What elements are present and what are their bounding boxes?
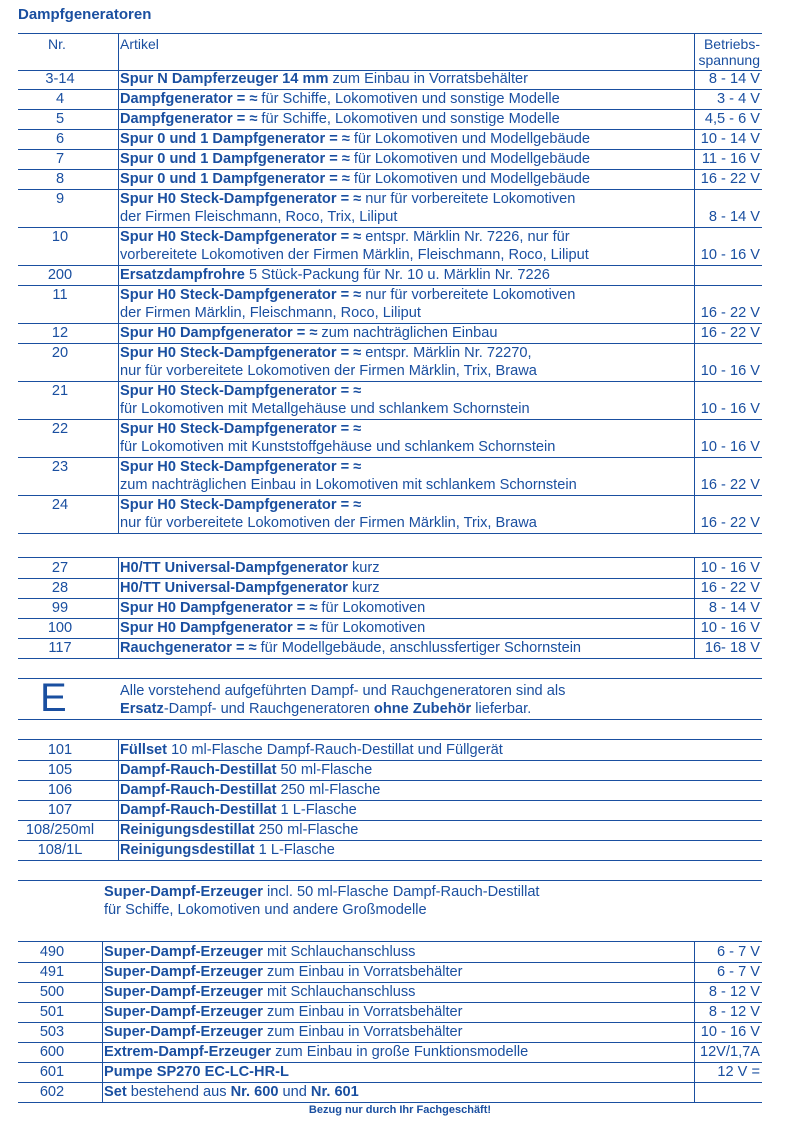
table-row: [18, 170, 762, 190]
super-note-block: [18, 883, 762, 920]
note-line-2: Ersatz-Dampf- und Rauchgeneratoren ohne Zubehör lieferbar.: [120, 701, 532, 717]
item-description: Spur H0 Steck-Dampfgenerator = ≈ entspr. Märklin Nr. 7226, nur für: [120, 229, 570, 245]
item-voltage: 8 - 12 V: [708, 1004, 760, 1020]
note-divider-top: [18, 678, 762, 679]
table-row: [18, 639, 762, 659]
note-letter: E: [40, 676, 67, 720]
item-description: Dampfgenerator = ≈ für Schiffe, Lokomotiven und sonstige Modelle: [120, 111, 560, 127]
group-top-border: [18, 739, 762, 740]
header-artikel: Artikel: [120, 36, 159, 52]
item-number: 10: [51, 229, 69, 245]
item-number: 6: [55, 131, 65, 147]
table-row: [18, 801, 762, 821]
item-voltage: 11 - 16 V: [701, 151, 760, 167]
item-description-line-2: für Lokomotiven mit Metallgehäuse und schlankem Schornstein: [120, 401, 530, 417]
note-line-1: Alle vorstehend aufgeführten Dampf- und Rauchgeneratoren sind als: [120, 683, 566, 699]
item-description: Spur N Dampferzeuger 14 mm zum Einbau in Vorratsbehälter: [120, 71, 528, 87]
table-row: [18, 130, 762, 150]
item-number: 5: [55, 111, 65, 127]
item-description: H0/TT Universal-Dampfgenerator kurz: [120, 560, 380, 576]
item-description: Dampfgenerator = ≈ für Schiffe, Lokomotiven und sonstige Modelle: [120, 91, 560, 107]
item-description-line-2: nur für vorbereitete Lokomotiven der Firmen Märklin, Trix, Brawa: [120, 515, 537, 531]
item-voltage: 16- 18 V: [704, 640, 760, 656]
item-number: 24: [51, 497, 69, 513]
item-number: 108/1L: [37, 842, 83, 858]
item-number: 602: [39, 1084, 65, 1100]
table-row: [18, 496, 762, 534]
item-voltage: 8 - 14 V: [708, 209, 760, 225]
table-row: [18, 983, 762, 1003]
table-row: [18, 324, 762, 344]
group-top-border: [18, 557, 762, 558]
item-description: Ersatzdampfrohre 5 Stück-Packung für Nr. 10 u. Märklin Nr. 7226: [120, 267, 550, 283]
item-number: 200: [47, 267, 73, 283]
item-voltage: 6 - 7 V: [717, 964, 760, 980]
item-description: Super-Dampf-Erzeuger mit Schlauchanschluss: [104, 944, 416, 960]
item-voltage: 16 - 22 V: [700, 305, 760, 321]
item-number: 27: [51, 560, 69, 576]
item-description-line-2: nur für vorbereitete Lokomotiven der Firmen Märklin, Trix, Brawa: [120, 363, 537, 379]
item-voltage: 16 - 22 V: [700, 515, 760, 531]
column-separator: [102, 941, 103, 1103]
table-row: [18, 1083, 762, 1103]
item-description: Spur H0 Dampfgenerator = ≈ zum nachträglichen Einbau: [120, 325, 498, 341]
item-number: 8: [55, 171, 65, 187]
item-number: 4: [55, 91, 65, 107]
table-row: [18, 1063, 762, 1083]
page-title: Dampfgeneratoren: [18, 6, 152, 23]
item-voltage: 4,5 - 6 V: [704, 111, 760, 127]
item-number: 12: [51, 325, 69, 341]
header-spannung: Betriebs- spannung: [698, 36, 760, 68]
item-voltage: 10 - 16 V: [700, 560, 760, 576]
table-row: [18, 943, 762, 963]
item-number: 101: [47, 742, 73, 758]
item-number: 105: [47, 762, 73, 778]
table-row: [18, 286, 762, 324]
item-number: 7: [55, 151, 65, 167]
item-number: 117: [48, 640, 72, 656]
item-number: 22: [51, 421, 69, 437]
item-number: 601: [39, 1064, 65, 1080]
table-row: [18, 781, 762, 801]
table-row: [18, 1043, 762, 1063]
item-description: Spur H0 Steck-Dampfgenerator = ≈: [120, 421, 362, 437]
footer-note: Bezug nur durch Ihr Fachgeschäft!: [308, 1104, 492, 1116]
item-number: 503: [39, 1024, 65, 1040]
item-voltage: 10 - 16 V: [700, 401, 760, 417]
table-header: [18, 33, 762, 71]
item-voltage: 10 - 14 V: [700, 131, 760, 147]
header-nr: Nr.: [48, 36, 66, 52]
item-description: Super-Dampf-Erzeuger zum Einbau in Vorratsbehälter: [104, 1004, 463, 1020]
column-separator: [118, 33, 119, 534]
item-description: Super-Dampf-Erzeuger mit Schlauchanschluss: [104, 984, 416, 1000]
item-voltage: 10 - 16 V: [700, 363, 760, 379]
item-voltage: 16 - 22 V: [700, 580, 760, 596]
item-description: Extrem-Dampf-Erzeuger zum Einbau in große Funktionsmodelle: [104, 1044, 529, 1060]
item-description: Spur H0 Dampfgenerator = ≈ für Lokomotiven: [120, 600, 426, 616]
item-voltage: 12V/1,7A: [699, 1044, 760, 1060]
item-description-line-2: der Firmen Fleischmann, Roco, Trix, Liliput: [120, 209, 398, 225]
item-number: 491: [39, 964, 65, 980]
item-number: 9: [55, 191, 65, 207]
table-row: [18, 841, 762, 861]
item-number: 28: [51, 580, 69, 596]
item-number: 20: [51, 345, 69, 361]
table-row: [18, 266, 762, 286]
item-description: Super-Dampf-Erzeuger zum Einbau in Vorratsbehälter: [104, 1024, 463, 1040]
column-separator: [118, 557, 119, 659]
note-block: [18, 682, 762, 720]
item-description: Reinigungsdestillat 1 L-Flasche: [120, 842, 335, 858]
item-voltage: 6 - 7 V: [717, 944, 760, 960]
table-row: [18, 420, 762, 458]
table-row: [18, 619, 762, 639]
item-description: Spur H0 Steck-Dampfgenerator = ≈ nur für vorbereitete Lokomotiven: [120, 191, 576, 207]
table-row: [18, 821, 762, 841]
item-number: 108/250ml: [25, 822, 95, 838]
item-number: 106: [47, 782, 73, 798]
table-row: [18, 190, 762, 228]
item-description: Dampf-Rauch-Destillat 1 L-Flasche: [120, 802, 357, 818]
item-number: 107: [47, 802, 73, 818]
item-voltage: 10 - 16 V: [700, 439, 760, 455]
item-voltage: 16 - 22 V: [700, 171, 760, 187]
item-number: 99: [51, 600, 69, 616]
super-divider-top: [18, 880, 762, 881]
item-number: 21: [51, 383, 69, 399]
item-number: 500: [39, 984, 65, 1000]
item-description: Spur H0 Steck-Dampfgenerator = ≈ entspr. Märklin Nr. 72270,: [120, 345, 532, 361]
item-description-line-2: zum nachträglichen Einbau in Lokomotiven mit schlankem Schornstein: [120, 477, 577, 493]
item-number: 3-14: [45, 71, 75, 87]
table-row: [18, 70, 762, 90]
item-number: 23: [51, 459, 69, 475]
item-description: Super-Dampf-Erzeuger zum Einbau in Vorratsbehälter: [104, 964, 463, 980]
item-description: H0/TT Universal-Dampfgenerator kurz: [120, 580, 380, 596]
item-description-line-2: für Lokomotiven mit Kunststoffgehäuse und schlankem Schornstein: [120, 439, 556, 455]
column-separator: [694, 33, 695, 534]
table-row: [18, 90, 762, 110]
item-description: Spur H0 Dampfgenerator = ≈ für Lokomotiven: [120, 620, 426, 636]
column-separator: [118, 739, 119, 861]
item-description: Spur 0 und 1 Dampfgenerator = ≈ für Lokomotiven und Modellgebäude: [120, 151, 590, 167]
item-voltage: 16 - 22 V: [700, 325, 760, 341]
item-number: 600: [39, 1044, 65, 1060]
table-row: [18, 382, 762, 420]
table-row: [18, 344, 762, 382]
item-voltage: 16 - 22 V: [700, 477, 760, 493]
item-description: Füllset 10 ml-Flasche Dampf-Rauch-Destillat und Füllgerät: [120, 742, 503, 758]
item-voltage: 10 - 16 V: [700, 1024, 760, 1040]
item-voltage: 8 - 14 V: [708, 600, 760, 616]
item-voltage: 10 - 16 V: [700, 620, 760, 636]
table-row: [18, 579, 762, 599]
item-description: Pumpe SP270 EC-LC-HR-L: [104, 1064, 289, 1080]
table-row: [18, 559, 762, 579]
table-row: [18, 963, 762, 983]
item-description-line-2: der Firmen Märklin, Fleischmann, Roco, Liliput: [120, 305, 421, 321]
item-number: 11: [52, 287, 68, 303]
item-description: Spur H0 Steck-Dampfgenerator = ≈: [120, 459, 362, 475]
table-row: [18, 150, 762, 170]
item-voltage: 12 V =: [717, 1064, 760, 1080]
item-description: Spur 0 und 1 Dampfgenerator = ≈ für Lokomotiven und Modellgebäude: [120, 131, 590, 147]
table-row: [18, 110, 762, 130]
item-description: Set bestehend aus Nr. 600 und Nr. 601: [104, 1084, 359, 1100]
item-number: 501: [39, 1004, 65, 1020]
item-number: 100: [47, 620, 73, 636]
group-top-border: [18, 941, 762, 942]
table-row: [18, 1023, 762, 1043]
table-row: [18, 741, 762, 761]
item-description: Spur H0 Steck-Dampfgenerator = ≈ nur für vorbereitete Lokomotiven: [120, 287, 576, 303]
item-voltage: 10 - 16 V: [700, 247, 760, 263]
item-voltage: 8 - 14 V: [708, 71, 760, 87]
column-separator: [694, 557, 695, 659]
column-separator: [694, 941, 695, 1103]
item-description: Spur H0 Steck-Dampfgenerator = ≈: [120, 383, 362, 399]
item-description: Spur 0 und 1 Dampfgenerator = ≈ für Lokomotiven und Modellgebäude: [120, 171, 590, 187]
table-row: [18, 458, 762, 496]
table-row: [18, 599, 762, 619]
super-line-1: Super-Dampf-Erzeuger incl. 50 ml-Flasche Dampf-Rauch-Destillat: [104, 884, 540, 900]
item-description: Reinigungsdestillat 250 ml-Flasche: [120, 822, 359, 838]
item-description: Rauchgenerator = ≈ für Modellgebäude, anschlussfertiger Schornstein: [120, 640, 582, 656]
item-description: Dampf-Rauch-Destillat 50 ml-Flasche: [120, 762, 373, 778]
super-line-2: für Schiffe, Lokomotiven und andere Großmodelle: [104, 902, 427, 918]
table-row: [18, 228, 762, 266]
item-description: Spur H0 Steck-Dampfgenerator = ≈: [120, 497, 362, 513]
table-row: [18, 1003, 762, 1023]
item-description: Dampf-Rauch-Destillat 250 ml-Flasche: [120, 782, 381, 798]
item-voltage: 8 - 12 V: [708, 984, 760, 1000]
table-row: [18, 761, 762, 781]
item-description-line-2: vorbereitete Lokomotiven der Firmen Märklin, Fleischmann, Roco, Liliput: [120, 247, 589, 263]
item-voltage: 3 - 4 V: [717, 91, 760, 107]
item-number: 490: [39, 944, 65, 960]
